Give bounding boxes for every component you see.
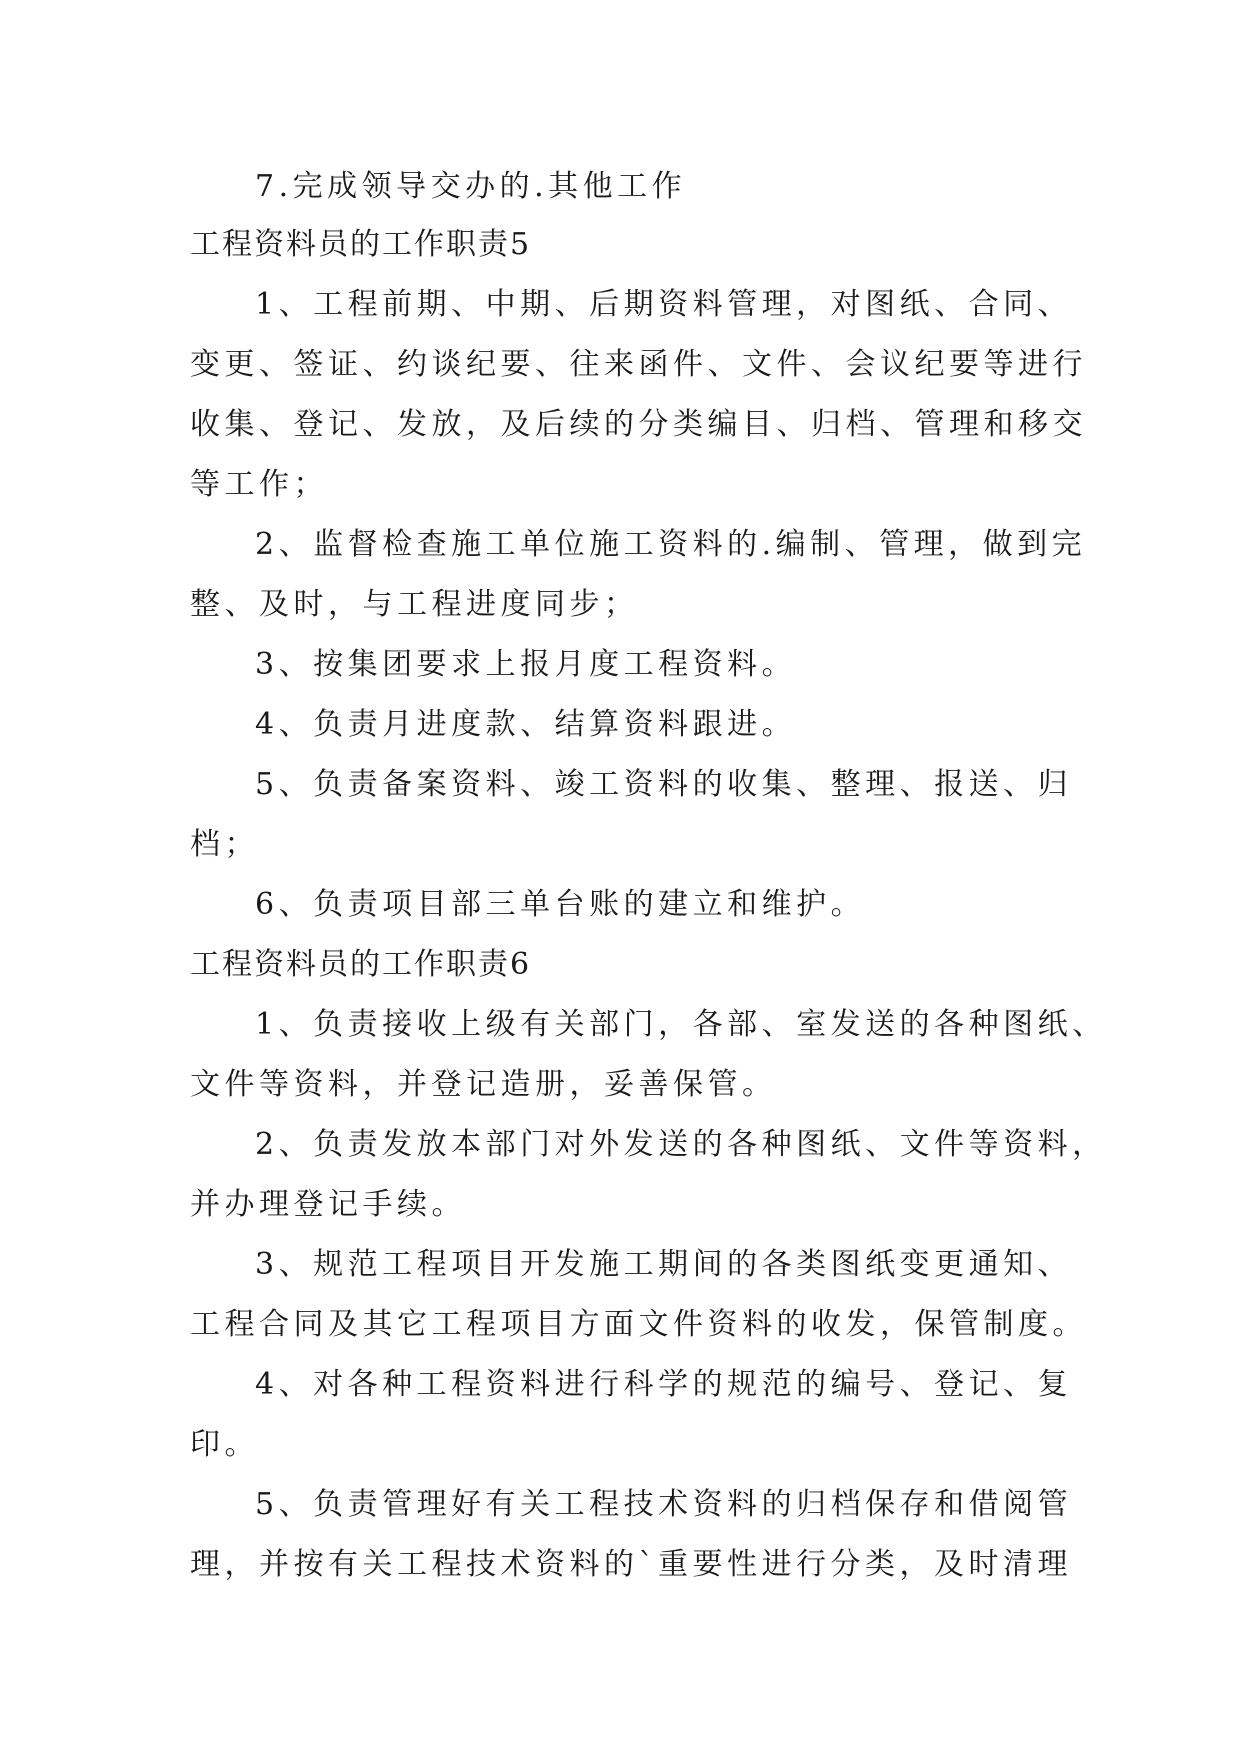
paragraph-line: 文件等资料，并登记造册，妥善保管。 xyxy=(190,1067,777,1102)
paragraph-line: 工程合同及其它工程项目方面文件资料的收发，保管制度。 xyxy=(190,1307,1087,1342)
paragraph-line: 6、负责项目部三单台账的建立和维护。 xyxy=(255,887,866,922)
section-heading-5: 工程资料员的工作职责5 xyxy=(190,227,532,262)
paragraph-line: 变更、签证、约谈纪要、往来函件、文件、会议纪要等进行 xyxy=(190,347,1087,382)
paragraph-line: 档； xyxy=(190,827,259,862)
paragraph-line: 印。 xyxy=(190,1427,259,1462)
paragraph-line: 4、对各种工程资料进行科学的规范的编号、登记、复 xyxy=(255,1367,1073,1402)
paragraph-line: 2、监督检查施工单位施工资料的.编制、管理，做到完 xyxy=(255,527,1087,562)
paragraph-line: 4、负责月进度款、结算资料跟进。 xyxy=(255,707,797,742)
paragraph-line: 理，并按有关工程技术资料的`重要性进行分类，及时清理 xyxy=(190,1547,1072,1582)
list-item-7: 7.完成领导交办的.其他工作 xyxy=(255,169,687,204)
paragraph-line: 5、负责管理好有关工程技术资料的归档保存和借阅管 xyxy=(255,1487,1073,1522)
paragraph-line: 1、负责接收上级有关部门，各部、室发送的各种图纸、 xyxy=(255,1007,1107,1042)
paragraph-line: 5、负责备案资料、竣工资料的收集、整理、报送、归 xyxy=(255,767,1073,802)
paragraph-line: 3、按集团要求上报月度工程资料。 xyxy=(255,647,797,682)
paragraph-line: 3、规范工程项目开发施工期间的各类图纸变更通知、 xyxy=(255,1247,1073,1282)
paragraph-line: 并办理登记手续。 xyxy=(190,1187,466,1222)
section-heading-6: 工程资料员的工作职责6 xyxy=(190,947,532,982)
paragraph-line: 2、负责发放本部门对外发送的各种图纸、文件等资料， xyxy=(255,1127,1107,1162)
paragraph-line: 收集、登记、发放，及后续的分类编目、归档、管理和移交 xyxy=(190,407,1087,442)
paragraph-line: 整、及时，与工程进度同步； xyxy=(190,587,639,622)
paragraph-line: 1、工程前期、中期、后期资料管理，对图纸、合同、 xyxy=(255,287,1073,322)
paragraph-line: 等工作； xyxy=(190,467,328,502)
